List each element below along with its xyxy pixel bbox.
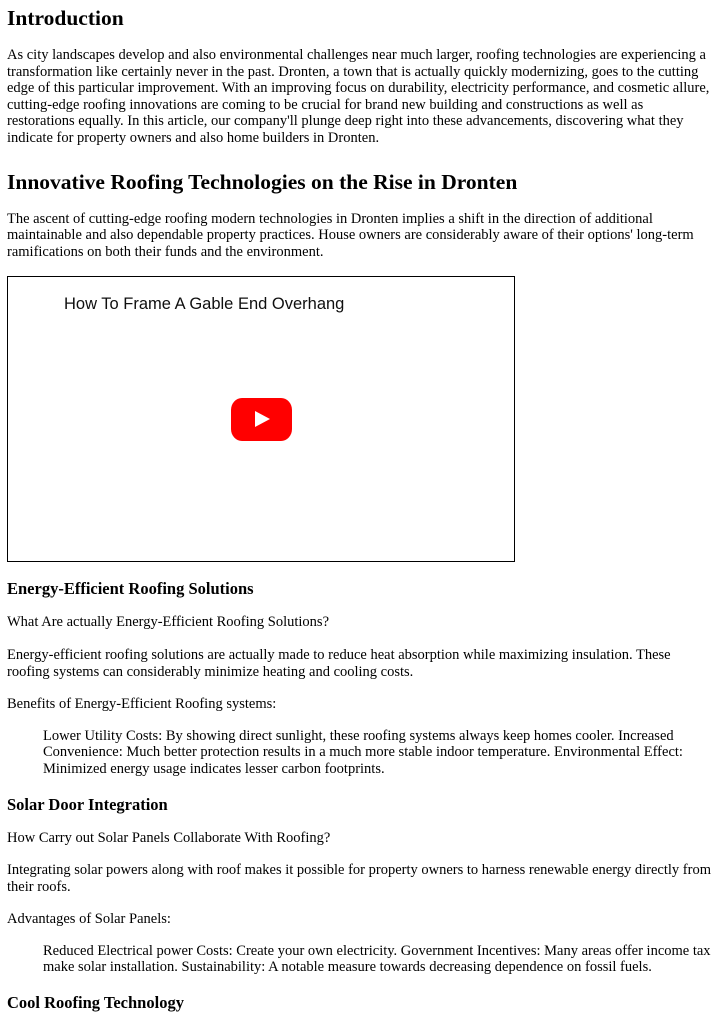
solar-paragraph: Integrating solar powers along with roof makes it possible for property owners to harness renewable energy directly from their roofs. (7, 862, 711, 895)
energy-heading: Energy-Efficient Roofing Solutions (7, 579, 254, 599)
innovative-heading: Innovative Roofing Technologies on the Rise in Dronten (7, 169, 518, 194)
solar-heading: Solar Door Integration (7, 794, 168, 814)
intro-heading: Introduction (7, 6, 124, 30)
energy-benefits-label: Benefits of Energy-Efficient Roofing systems: (7, 696, 277, 713)
youtube-play-icon[interactable] (231, 398, 292, 441)
solar-advantages-text: Reduced Electrical power Costs: Create your own electricity. Government Incentives: Many areas offer income tax make solar installation. Sustainability: A notable measure towards decreasing dependence on fossil fuels. (43, 942, 711, 976)
innovative-paragraph: The ascent of cutting-edge roofing modern technologies in Dronten implies a shift in the direction of additional maintainable and also dependable property practices. House owners are considerably aware of their options' long-term ramifications on both their funds and the environment. (7, 210, 694, 260)
video-embed[interactable] (7, 276, 515, 562)
solar-advantages-label: Advantages of Solar Panels: (7, 911, 171, 928)
energy-paragraph: Energy-efficient roofing solutions are actually made to reduce heat absorption while maximizing insulation. These roofing systems can considerably minimize heating and cooling costs. (7, 646, 671, 680)
play-triangle-icon (255, 411, 270, 427)
article (0, 6, 713, 1012)
intro-paragraph: As city landscapes develop and also environmental challenges near much larger, roofing technologies are experiencing a transformation like certainly never in the past. Dronten, a town that is actually quickly modernizing, goes to the cutting edge of this particular improvement. With an improving focus on durability, electricity performance, and cosmetic allure, cutting-edge roofing innovations are coming to be crucial for brand new building and constructions as well as restorations equally. In this article, our company'll plunge deep right into these advancements, discovering what they indicate for property owners and also home builders in Dronten. (7, 47, 710, 146)
energy-benefits-text: Lower Utility Costs: By showing direct sunlight, these roofing systems always keep homes cooler. Increased Convenience: Much better protection results in a much more stable indoor temperature. Environmental Effect: Minimized energy usage indicates lesser carbon footprints. (43, 727, 683, 777)
video-title[interactable]: How To Frame A Gable End Overhang (64, 295, 345, 314)
cool-heading: Cool Roofing Technology (7, 993, 184, 1013)
energy-question: What Are actually Energy-Efficient Roofing Solutions? (7, 614, 330, 631)
solar-question: How Carry out Solar Panels Collaborate With Roofing? (7, 829, 331, 846)
